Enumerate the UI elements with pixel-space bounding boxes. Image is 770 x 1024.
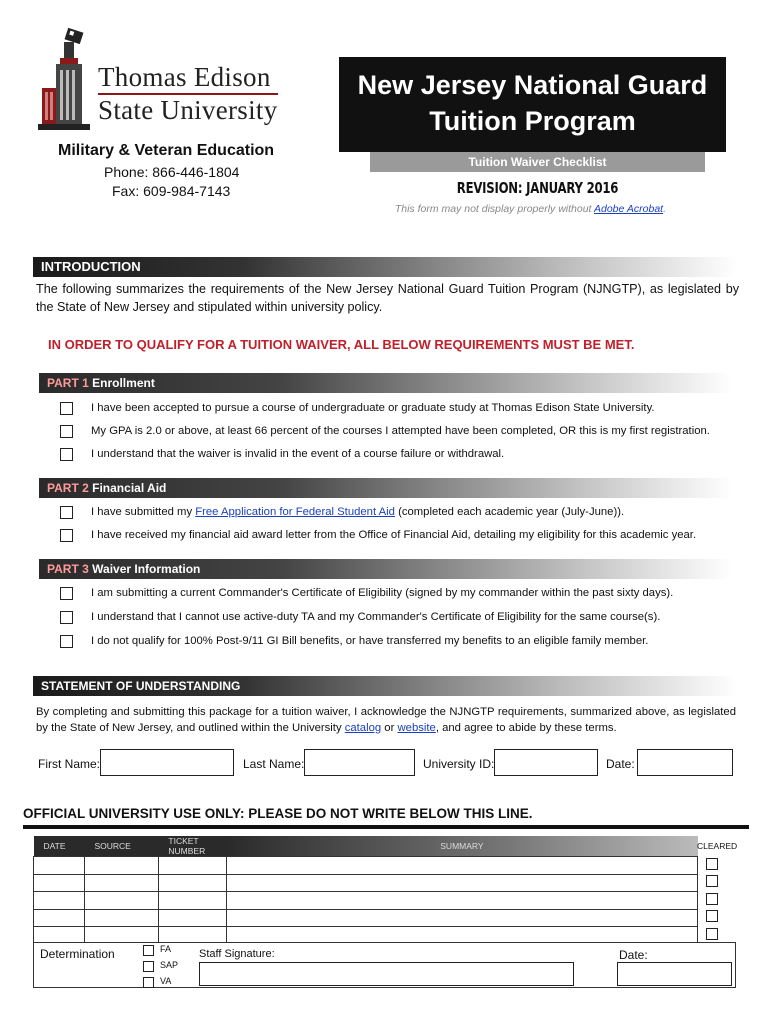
- staff-signature-field[interactable]: [199, 962, 574, 986]
- part-3-item-2: [60, 609, 661, 625]
- part-2-item-1: [60, 504, 625, 520]
- catalog-link[interactable]: catalog: [344, 722, 382, 734]
- va-checkbox[interactable]: [143, 977, 154, 988]
- fafsa-link[interactable]: Free Application for Federal Student Aid: [195, 506, 395, 518]
- ticket-number-cell[interactable]: [158, 874, 226, 892]
- date-cell[interactable]: [34, 874, 85, 892]
- part-1-item-2-text: My GPA is 2.0 or above, at least 66 percent of the courses I attempted have been completed, OR this is my first registration.: [91, 425, 710, 437]
- display-note-prefix: This form may not display properly without: [394, 203, 594, 215]
- table-row: [34, 909, 698, 927]
- last-name-field[interactable]: [304, 749, 415, 776]
- part-3-heading: [39, 559, 732, 579]
- phone-number: Phone: 866-446-1804: [104, 164, 240, 180]
- official-use-heading: OFFICIAL UNIVERSITY USE ONLY: PLEASE DO NOT WRITE BELOW THIS LINE.: [23, 806, 533, 821]
- column-header-date: DATE: [34, 836, 85, 857]
- statement-heading: STATEMENT OF UNDERSTANDING: [33, 676, 737, 696]
- department-name: Military & Veteran Education: [58, 142, 275, 159]
- summary-cell[interactable]: [226, 874, 697, 892]
- date-cell[interactable]: [34, 909, 85, 927]
- part-1-item-3-text: I understand that the waiver is invalid in the event of a course failure or withdrawal.: [91, 448, 505, 460]
- part-1-item-3: [60, 446, 505, 462]
- part-2-heading: [39, 478, 732, 498]
- source-cell[interactable]: [84, 909, 158, 927]
- part-3-item-2-text: I understand that I cannot use active-duty TA and my Commander's Certificate of Eligibility for the same course(s).: [91, 611, 661, 623]
- determination-label: Determination: [40, 947, 115, 961]
- display-note-suffix: .: [663, 203, 666, 215]
- cleared-checkbox[interactable]: [706, 910, 718, 922]
- part-3-item-3: [60, 633, 649, 649]
- table-header-row: [34, 836, 698, 857]
- part-2-item-1-suffix: (completed each academic year (July-June)).: [394, 506, 625, 518]
- official-use-table: [33, 836, 698, 945]
- summary-cell[interactable]: [226, 892, 697, 910]
- part-3-item-1-text: I am submitting a current Commander's Certificate of Eligibility (signed by my commander within the past sixty days).: [91, 587, 674, 599]
- fa-label: FA: [160, 944, 172, 954]
- date-cell[interactable]: [34, 857, 85, 875]
- date-cell[interactable]: [34, 892, 85, 910]
- fa-checkbox[interactable]: [143, 945, 154, 956]
- table-row: [34, 892, 698, 910]
- sap-checkbox[interactable]: [143, 961, 154, 972]
- part-1-item-3-checkbox[interactable]: [60, 448, 73, 461]
- edison-tower-icon: [36, 28, 92, 132]
- column-header-summary: SUMMARY: [226, 836, 697, 857]
- logo-line-2: State University: [98, 95, 278, 125]
- part-3-item-3-text: I do not qualify for 100% Post-9/11 GI Bill benefits, or have transferred my benefits to an eligible family member.: [91, 635, 649, 647]
- fax-number: Fax: 609-984-7143: [112, 183, 231, 199]
- official-date-field[interactable]: [617, 962, 732, 986]
- university-id-field[interactable]: [494, 749, 598, 776]
- summary-cell[interactable]: [226, 857, 697, 875]
- revision-label: REVISION: JANUARY 2016: [456, 179, 619, 197]
- first-name-label: First Name:: [38, 757, 101, 771]
- qualify-notice: IN ORDER TO QUALIFY FOR A TUITION WAIVER, ALL BELOW REQUIREMENTS MUST BE MET.: [48, 337, 635, 352]
- last-name-label: Last Name:: [243, 757, 305, 771]
- source-cell[interactable]: [84, 874, 158, 892]
- part-3-title: Waiver Information: [92, 562, 201, 576]
- cleared-checkbox[interactable]: [706, 875, 718, 887]
- part-3-number: PART 3: [47, 562, 89, 576]
- official-date-label: Date:: [619, 948, 648, 962]
- adobe-acrobat-link[interactable]: Adobe Acrobat: [594, 203, 664, 215]
- statement-text: [36, 704, 736, 736]
- part-1-item-1-checkbox[interactable]: [60, 402, 73, 415]
- part-3-item-1-checkbox[interactable]: [60, 587, 73, 600]
- part-2-title: Financial Aid: [92, 481, 167, 495]
- display-note: [395, 203, 666, 215]
- part-2-item-1-prefix: I have submitted my: [91, 506, 196, 518]
- column-header-source: SOURCE: [84, 836, 158, 857]
- statement-text-part-2: , and agree to abide by these terms.: [435, 722, 617, 734]
- part-1-heading: [39, 373, 732, 393]
- introduction-heading: INTRODUCTION: [33, 257, 737, 277]
- source-cell[interactable]: [84, 892, 158, 910]
- title-line-1: New Jersey National Guard: [357, 70, 708, 100]
- staff-signature-label: Staff Signature:: [199, 948, 275, 960]
- date-label: Date:: [606, 757, 635, 771]
- form-title: [339, 57, 726, 152]
- statement-text-or: or: [381, 722, 398, 734]
- title-line-2: Tuition Program: [429, 106, 636, 136]
- cleared-checkbox[interactable]: [706, 928, 718, 940]
- ticket-number-cell[interactable]: [158, 857, 226, 875]
- part-1-item-1: [60, 400, 655, 416]
- table-row: [34, 857, 698, 875]
- introduction-text: The following summarizes the requirements of the New Jersey National Guard Tuition Program (NJNGTP), as legislated by the State of New Jersey and stipulated within university policy.: [36, 282, 739, 314]
- cleared-label: CLEARED: [697, 841, 738, 851]
- part-2-number: PART 2: [47, 481, 89, 495]
- source-cell[interactable]: [84, 857, 158, 875]
- official-use-divider: [23, 825, 749, 829]
- part-2-item-1-text: [91, 504, 624, 520]
- part-2-item-2-text: I have received my financial aid award letter from the Office of Financial Aid, detailing my eligibility for this academic year.: [91, 529, 697, 541]
- table-row: [34, 874, 698, 892]
- ticket-number-cell[interactable]: [158, 909, 226, 927]
- part-1-title: Enrollment: [92, 376, 155, 390]
- cleared-checkbox[interactable]: [706, 858, 718, 870]
- part-2-item-1-checkbox[interactable]: [60, 506, 73, 519]
- part-3-item-2-checkbox[interactable]: [60, 611, 73, 624]
- statement-text-part-1: By completing and submitting this package for a tuition waiver, I acknowledge the NJNGTP requirements, summarized above, as legislated by the State of New Jersey, and outlined within the University: [36, 706, 736, 734]
- website-link[interactable]: website: [397, 722, 436, 734]
- cleared-checkbox[interactable]: [706, 893, 718, 905]
- university-id-label: University ID:: [423, 757, 495, 771]
- checklist-label: Tuition Waiver Checklist: [370, 152, 705, 172]
- summary-cell[interactable]: [226, 909, 697, 927]
- part-1-number: PART 1: [47, 376, 89, 390]
- column-header-ticket-number: TICKET NUMBER: [158, 836, 226, 857]
- university-logo: [36, 28, 306, 132]
- first-name-field[interactable]: [100, 749, 234, 776]
- ticket-number-cell[interactable]: [158, 892, 226, 910]
- va-label: VA: [160, 976, 172, 986]
- date-field[interactable]: [637, 749, 733, 776]
- part-3-item-3-checkbox[interactable]: [60, 635, 73, 648]
- part-1-item-2: [60, 423, 710, 439]
- part-1-item-2-checkbox[interactable]: [60, 425, 73, 438]
- part-2-item-2-checkbox[interactable]: [60, 529, 73, 542]
- part-2-item-2: [60, 527, 697, 543]
- sap-label: SAP: [160, 960, 179, 970]
- part-1-item-1-text: I have been accepted to pursue a course of undergraduate or graduate study at Thomas Edison State University.: [91, 402, 655, 414]
- part-3-item-1: [60, 585, 674, 601]
- logo-line-1: Thomas Edison: [98, 62, 278, 95]
